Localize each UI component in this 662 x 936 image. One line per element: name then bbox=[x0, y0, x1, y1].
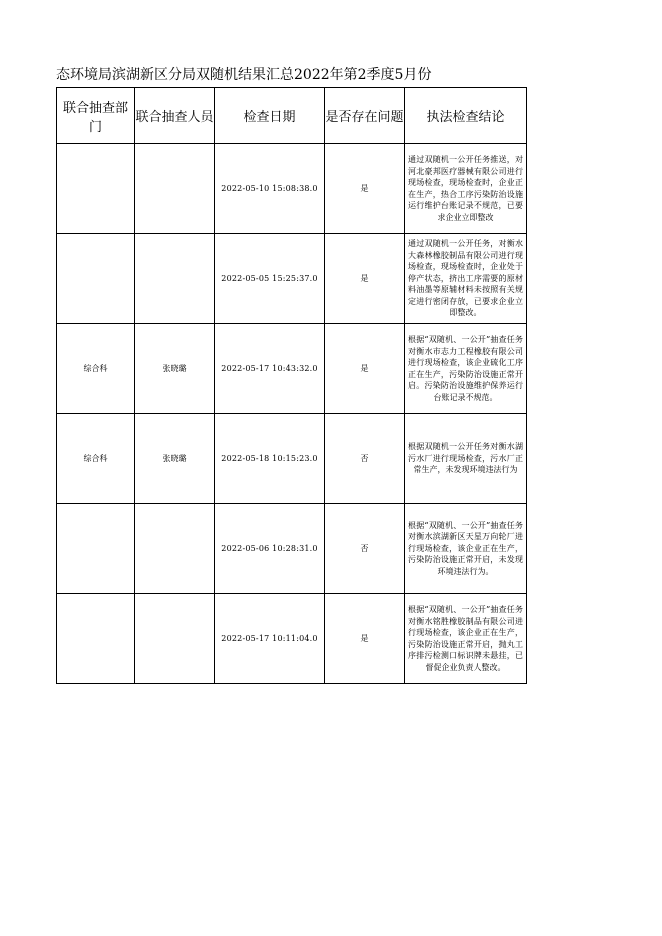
cell-conclusion: 根据双随机一公开任务对衡水湖污水厂进行现场检查，污水厂正常生产，未发现环境违法行为 bbox=[405, 414, 527, 504]
inspection-results-table bbox=[56, 87, 527, 684]
cell-department: 综合科 bbox=[57, 324, 135, 414]
cell-personnel bbox=[135, 504, 215, 594]
cell-personnel: 张晓璐 bbox=[135, 414, 215, 504]
cell-conclusion: 根据“双随机、一公开”抽查任务对衡水滨湖新区天星万向轮厂进行现场检查，该企业正在生产，污染防治设施正常开启，未发现环境违法行为。 bbox=[405, 504, 527, 594]
report-title: 态环境局滨湖新区分局双随机结果汇总2022年第2季度5月份 bbox=[56, 67, 432, 83]
cell-department: 综合科 bbox=[57, 414, 135, 504]
header-has-issue: 是否存在问题 bbox=[325, 88, 405, 144]
cell-date: 2022-05-17 10:11:04.0 bbox=[215, 594, 325, 684]
cell-personnel: 张晓璐 bbox=[135, 324, 215, 414]
cell-has-issue: 是 bbox=[325, 144, 405, 234]
header-department: 联合抽查部门 bbox=[57, 88, 135, 144]
cell-has-issue: 是 bbox=[325, 234, 405, 324]
cell-department bbox=[57, 234, 135, 324]
cell-conclusion: 根据“双随机、一公开”抽查任务对衡水市志力工程橡胶有限公司进行现场检查，该企业硫化工序正在生产，污染防治设施正常开启。污染防治设施维护保养运行台账记录不规范。 bbox=[405, 324, 527, 414]
table-row bbox=[57, 594, 527, 684]
cell-date: 2022-05-10 15:08:38.0 bbox=[215, 144, 325, 234]
table-row bbox=[57, 144, 527, 234]
cell-date: 2022-05-06 10:28:31.0 bbox=[215, 504, 325, 594]
cell-date: 2022-05-18 10:15:23.0 bbox=[215, 414, 325, 504]
cell-conclusion: 通过双随机一公开任务，对衡水大森林橡胶制品有限公司进行现场检查，现场检查时，企业处于停产状态，挤出工序需要的原材料油墨等原辅材料未按照有关规定进行密闭存放，已要求企业立即整改。 bbox=[405, 234, 527, 324]
table-row bbox=[57, 414, 527, 504]
cell-conclusion: 根据“双随机、一公开”抽查任务对衡水铭胜橡胶制品有限公司进行现场检查，该企业正在生产，污染防治设施正常开启，抛丸工序排污检测口标识牌未悬挂，已督促企业负责人整改。 bbox=[405, 594, 527, 684]
table-row bbox=[57, 234, 527, 324]
header-personnel: 联合抽查人员 bbox=[135, 88, 215, 144]
cell-personnel bbox=[135, 594, 215, 684]
cell-date: 2022-05-17 10:43:32.0 bbox=[215, 324, 325, 414]
cell-has-issue: 否 bbox=[325, 504, 405, 594]
table-row bbox=[57, 504, 527, 594]
cell-conclusion: 通过双随机一公开任务推送，对河北豪邦医疗器械有限公司进行现场检查，现场检查时，企业正在生产，热合工序污染防治设施运行维护台账记录不规范，已要求企业立即整改 bbox=[405, 144, 527, 234]
cell-department bbox=[57, 504, 135, 594]
header-row bbox=[57, 88, 527, 144]
cell-department bbox=[57, 144, 135, 234]
cell-department bbox=[57, 594, 135, 684]
table-row bbox=[57, 324, 527, 414]
cell-date: 2022-05-05 15:25:37.0 bbox=[215, 234, 325, 324]
cell-has-issue: 是 bbox=[325, 324, 405, 414]
cell-personnel bbox=[135, 234, 215, 324]
header-conclusion: 执法检查结论 bbox=[405, 88, 527, 144]
cell-has-issue: 是 bbox=[325, 594, 405, 684]
header-date: 检查日期 bbox=[215, 88, 325, 144]
cell-has-issue: 否 bbox=[325, 414, 405, 504]
cell-personnel bbox=[135, 144, 215, 234]
